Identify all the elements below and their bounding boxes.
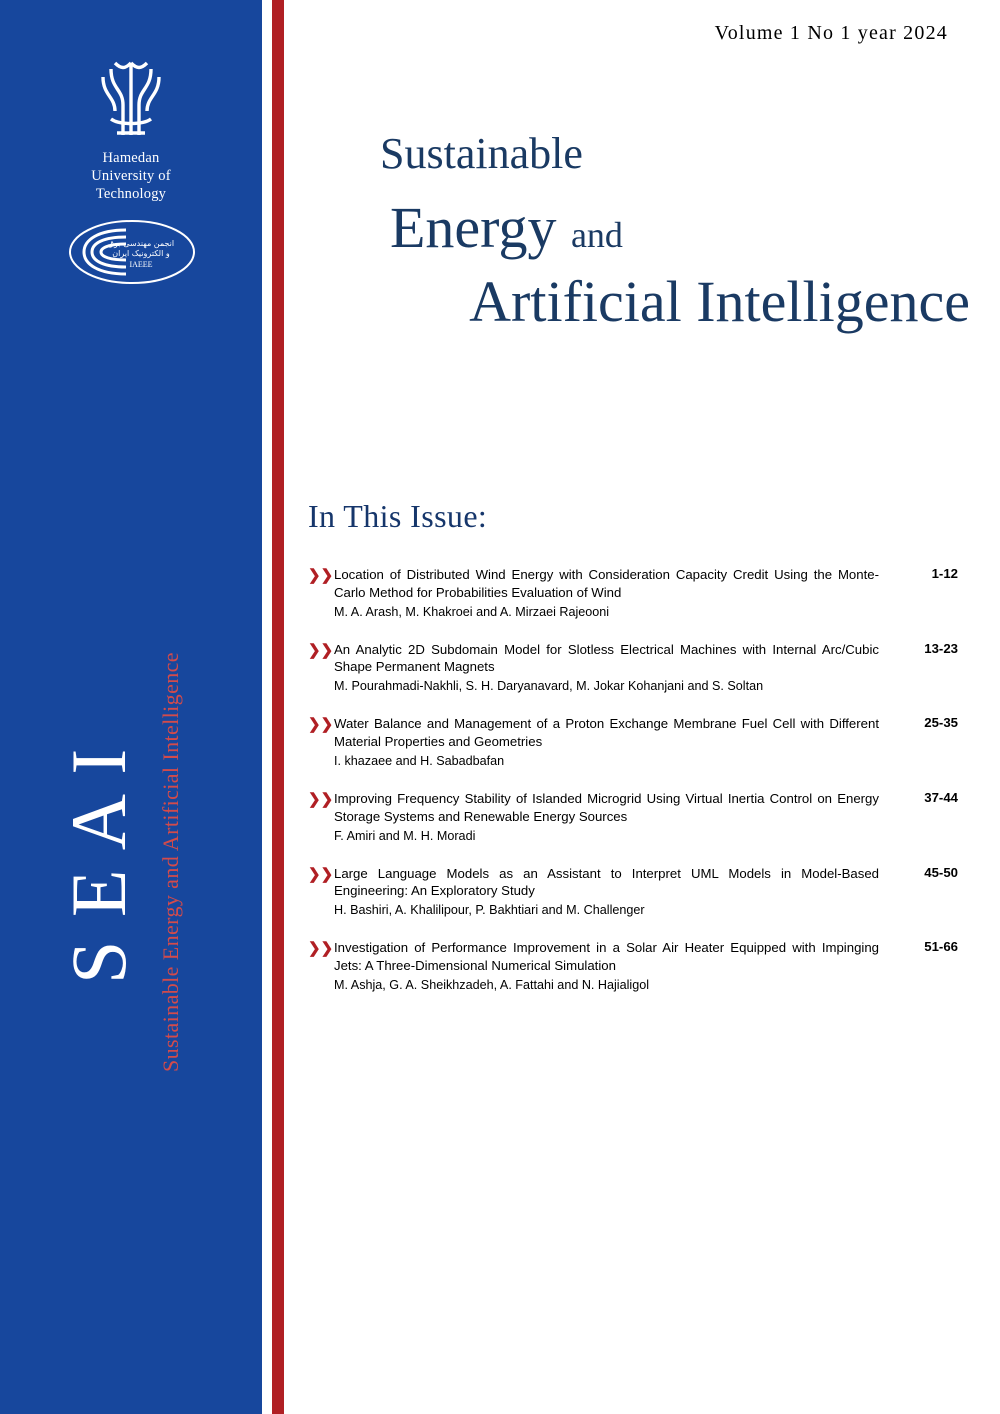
double-chevron-right-icon: ❯❯	[308, 865, 334, 883]
university-emblem-icon	[81, 55, 181, 143]
journal-title-and: and	[570, 215, 623, 256]
list-item	[308, 790, 958, 845]
university-name-line1: Hamedan	[102, 150, 160, 166]
double-chevron-right-icon: ❯❯	[308, 567, 334, 584]
article-pages: 45-50	[924, 864, 958, 880]
article-authors: M. Pourahmadi-Nakhli, S. H. Daryanavard, M. Jokar Kohanjani and S. Soltan	[334, 679, 764, 694]
volume-issue-year: Volume 1 No 1 year 2024	[714, 22, 948, 44]
article-title: Location of Distributed Wind Energy with Consideration Capacity Credit Using the Monte-Carlo Method for Probabilities Evaluation of Wind	[334, 567, 879, 600]
article-authors: I. khazaee and H. Sabadbafan	[334, 753, 505, 768]
double-chevron-right-icon: ❯❯	[308, 790, 334, 808]
journal-title	[330, 130, 970, 334]
article-authors: M. A. Arash, M. Khakroei and A. Mirzaei Rajeooni	[334, 604, 610, 619]
article-pages: 1-12	[931, 566, 958, 581]
article-pages: 13-23	[924, 640, 958, 656]
article-pages: 51-66	[924, 939, 958, 955]
list-item	[308, 865, 958, 920]
article-authors: F. Amiri and M. H. Moradi	[334, 828, 476, 843]
iaeee-persian-line1: انجمن مهندسی برق	[107, 239, 175, 248]
contents-heading: In This Issue:	[308, 498, 488, 534]
journal-title-line1: Sustainable	[380, 129, 583, 178]
journal-title-line3: Artificial Intelligence	[469, 269, 970, 335]
journal-title-energy: Energy	[390, 195, 557, 261]
article-authors: M. Ashja, G. A. Sheikhzadeh, A. Fattahi and N. Hajialigol	[334, 977, 650, 992]
article-title: Water Balance and Management of a Proton Exchange Membrane Fuel Cell with Different Material Properties and Geometries	[334, 716, 879, 750]
hamedan-university-logo	[55, 55, 207, 203]
double-chevron-right-icon: ❯❯	[308, 641, 334, 659]
vertical-branding	[40, 630, 220, 1130]
list-item	[308, 641, 958, 696]
vertical-acronym: S E A I	[55, 746, 142, 984]
article-title: An Analytic 2D Subdomain Model for Slotless Electrical Machines with Internal Arc/Cubic Shape Permanent Magnets	[334, 641, 879, 675]
vertical-subtitle: Sustainable Energy and Artificial Intelligence	[158, 652, 183, 1072]
article-pages: 37-44	[924, 789, 958, 805]
table-of-contents	[308, 566, 958, 1014]
university-name-line2: University of Technology	[91, 168, 171, 203]
double-chevron-right-icon: ❯❯	[308, 716, 334, 734]
article-title: Large Language Models as an Assistant to Interpret UML Models in Model-Based Engineering: An Exploratory Study	[334, 865, 879, 899]
iaeee-persian-line2: و الکترونیک ایران	[112, 249, 170, 258]
red-vertical-stripe	[272, 0, 284, 1414]
iaeee-logo	[68, 218, 196, 286]
list-item	[308, 566, 958, 621]
double-chevron-right-icon: ❯❯	[308, 940, 334, 958]
article-authors: H. Bashiri, A. Khalilipour, P. Bakhtiari and M. Challenger	[334, 903, 645, 918]
article-pages: 25-35	[924, 715, 958, 731]
list-item	[308, 715, 958, 770]
journal-title-line2	[330, 196, 970, 260]
list-item	[308, 939, 958, 994]
article-title: Improving Frequency Stability of Islanded Microgrid Using Virtual Inertia Control on Energy Storage Systems and Renewable Energy Sources	[334, 790, 879, 824]
iaeee-acronym: IAEEE	[129, 260, 153, 269]
article-title: Investigation of Performance Improvement in a Solar Air Heater Equipped with Impinging Jets: A Three-Dimensional Numerical Simulation	[334, 940, 879, 973]
